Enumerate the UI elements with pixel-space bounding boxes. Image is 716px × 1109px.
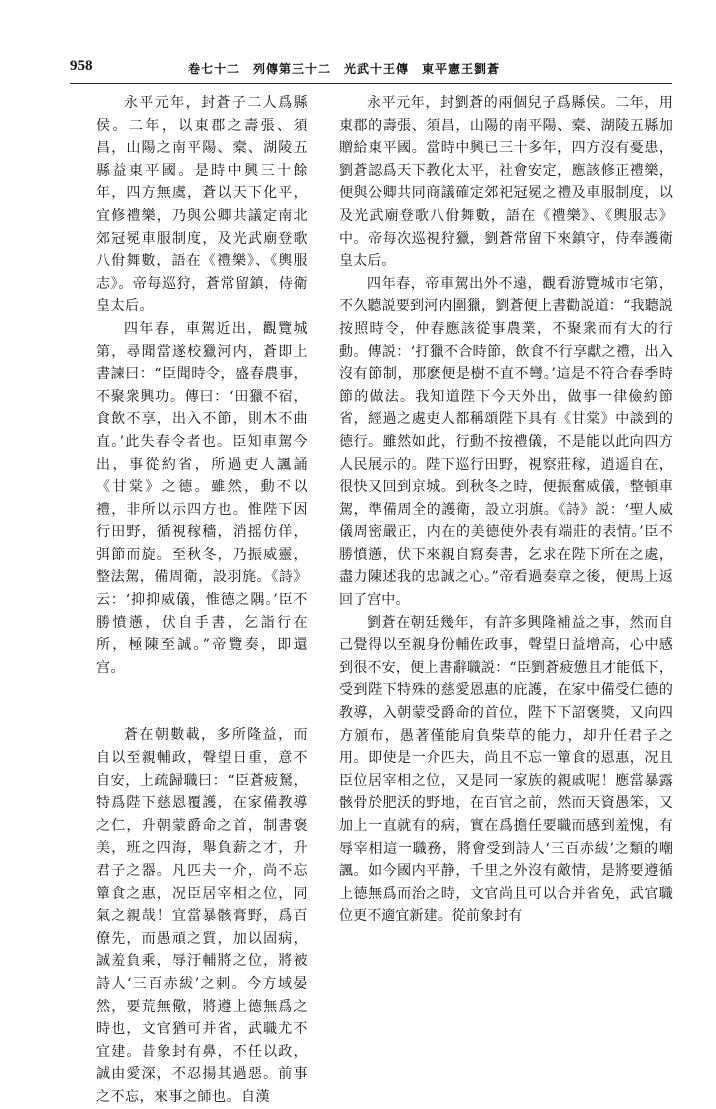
- translation-paragraph-1: 永平元年，封劉蒼的兩個兒子爲縣侯。二年，用東郡的壽張、須昌，山陽的南平陽、槖、湖陵五縣加贈給東平國。當時中興已三十多年，四方沒有憂患，劉蒼認爲天下教化太平，社會安定，應該修正禮樂，便與公卿共同商議確定郊祀冠冕之禮及車服制度，以及光武廟登歌八佾舞數，語在《禮樂》、《輿服志》中。帝每次巡視狩獵，劉蒼常留下來鎮守，侍奉護衛皇太后。: [339, 95, 673, 270]
- translation-column: [339, 92, 673, 928]
- original-paragraph-1: 永平元年，封蒼子二人爲縣侯。二年，以東郡之壽張、須昌，山陽之南平陽、槖、湖陵五縣益東平國。是時中興三十餘年，四方無虞，蒼以天下化平，宜修禮樂，乃與公卿共議定南北郊冠冕車服制度，及光武廟登歌八佾舞數，語在《禮樂》、《輿服志》。帝每巡狩，蒼常留鎮，侍衛皇太后。: [96, 95, 308, 315]
- header-rule: [70, 83, 672, 84]
- page-number: 958: [70, 58, 93, 74]
- translation-paragraph-2: 四年春，帝車駕出外不遠，觀看游覽城市宅第，不久聽説要到河内圍獵，劉蒼便上書勸説道：“我聽説按照時令，仲春應該從事農業，不聚衆而有大的行動。傳説：‘打獵不合時節，飲食不行享獻之禮，出入沒有節制，那麽便是樹不直不彎。’這是不符合春季時節的做法。我知道陛下今天外出，做事一律儉約節省，經過之處吏人都稱頌陛下具有《甘棠》中談到的德行。雖然如此，行動不按禮儀，不是能以此向四方人民展示的。陛下巡行田野，視察莊稼，逍遥自在，很快又回到京城。到秋冬之時，便振奮威儀，整頓車駕，準備周全的護衛，設立羽旗。《詩》説：‘聖人威儀周密嚴正，内在的美德使外表有端莊的表情。’臣不勝憤懣，伏下來親自寫奏書，乞求在陛下所在之處，盡力陳述我的忠誠之心。”帝看過奏章之後，便馬上返回了宫中。: [339, 275, 673, 609]
- translation-paragraph-3: 劉蒼在朝廷幾年，有許多興隆補益之事，然而自己覺得以至親身份輔佐政事，聲望日益增高，心中感到很不安，便上書辭職説：“臣劉蒼疲憊且才能低下，受到陛下特殊的慈愛恩惠的庇護，在家中備受仁德的教導，入朝蒙受爵命的首位，陛下下詔褒獎，又向四方頒布，愚著僅能肩負柴草的能力，却升任君子之用。即使是一介匹夫，尚且不忘一簞食的恩惠，况且臣位居宰相之位，又是同一家族的親戚呢！應當暴露骸骨於肥沃的野地，在百官之前，然而天資愚笨，又加上一直就有的病，實在爲擔任要職而感到羞愧，有辱宰相這一職務，將會受到詩人‘三百赤紱’之類的嘲諷。如今國内平静，千里之外沒有敵情，是將要遵循上德無爲而治之時，文官尚且可以合并省免，武官職位更不適宜新建。從前象封有: [339, 614, 673, 925]
- original-paragraph-3: 蒼在朝數載，多所隆益，而自以至親輔政，聲望日重，意不自安，上疏歸職曰：“臣蒼疲駑，特爲陛下慈恩覆護，在家備教導之仁，升朝蒙爵命之首，制書褒美，班之四海，舉負薪之才，升君子之器。凡匹夫一介，尚不忘簞食之惠，况臣居宰相之位，同氣之親哉！宜當暴骸膏野，爲百僚先，而愚頑之質，加以固病，誠羞負乘，辱汙輔將之位，將被詩人‘三百赤紱’之刺。今方域晏然，要荒無儆，將遵上德無爲之時也，文官猶可并省，武職尤不宜建。昔象封有鼻，不任以政，誠由愛深，不忍揚其過惡。前事之不忘，來事之師也。自漢: [96, 727, 308, 1105]
- running-head: 卷七十二 列傳第三十二 光武十王傳 東平憲王劉蒼: [188, 62, 501, 76]
- original-paragraph-2: 四年春，車駕近出，觀覽城第，尋聞當遂校獵河内，蒼即上書諫曰：“臣聞時令，盛春農事，不聚衆興功。傳曰：‘田獵不宿，食飲不享，出入不節，則木不曲直。’此失春令者也。臣知車駕今出，事從約省，所過吏人諷誦《甘棠》之德。雖然，動不以禮，非所以示四方也。惟陛下因行田野，循視稼穡，消摇仿佯，弭節而旋。至秋冬，乃振威靈，整法駕，備周衛，設羽旄。《詩》云：‘抑抑威儀，惟德之隅。’臣不勝憤懣，伏自手書，乞詣行在所，極陳至誠。”帝覽奏，即還宫。: [96, 320, 308, 676]
- original-text-column: [96, 92, 308, 1109]
